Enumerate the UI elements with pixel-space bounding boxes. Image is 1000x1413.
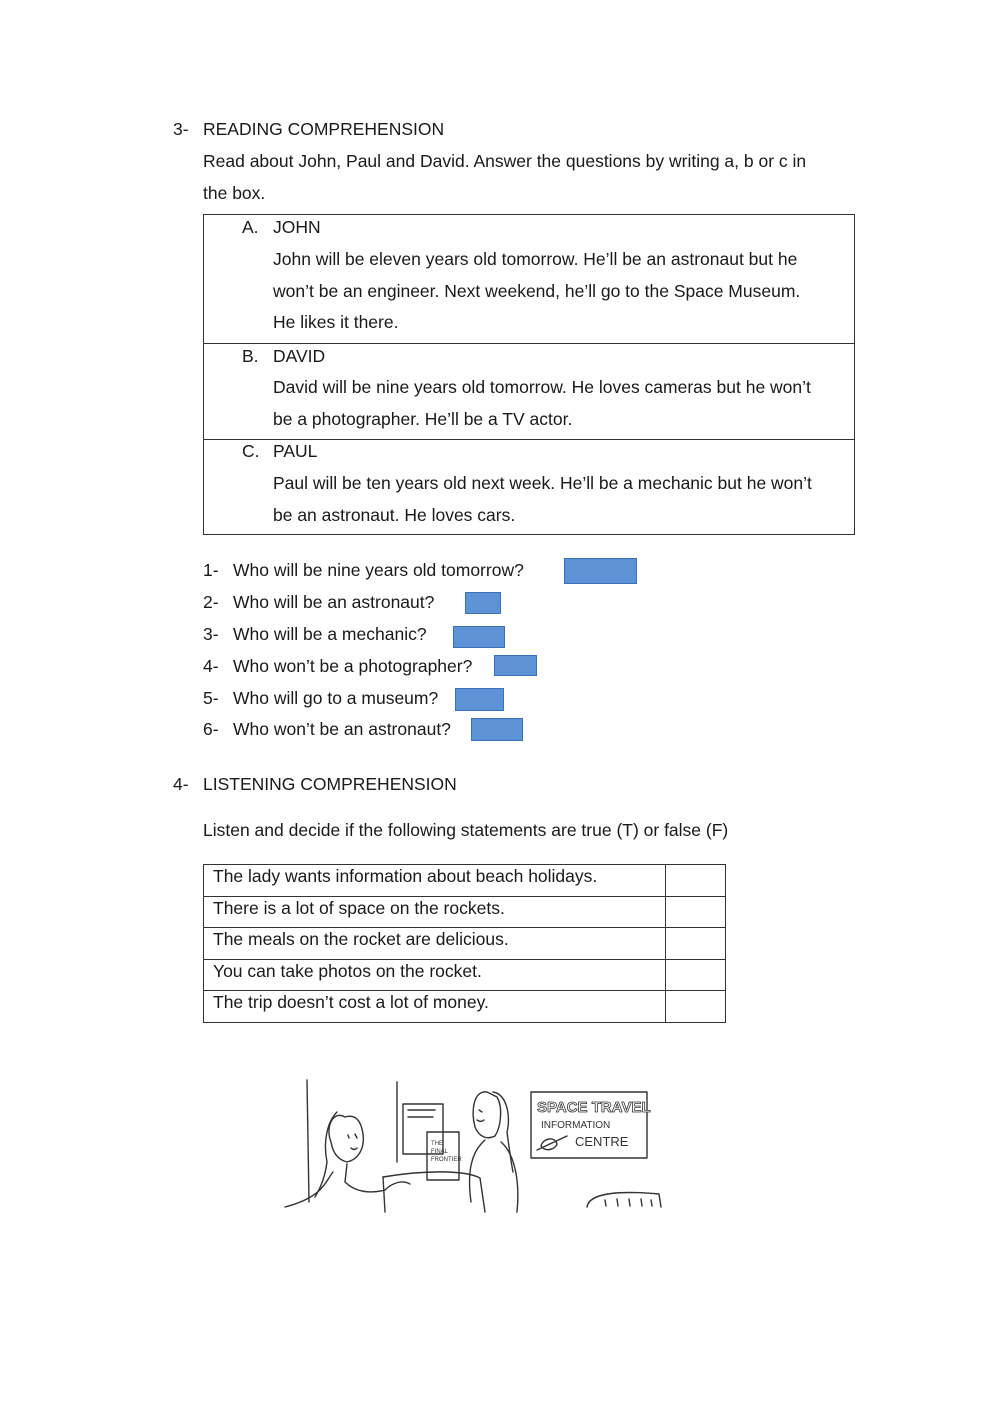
passage-text-line: He likes it there. xyxy=(273,312,399,332)
passage-letter: B. xyxy=(242,346,259,366)
reading-instruction-line2: the box. xyxy=(203,183,266,203)
question-number: 1- xyxy=(203,560,219,580)
wall-line xyxy=(307,1080,309,1202)
true-false-table xyxy=(203,864,726,1023)
reading-passages-table xyxy=(203,214,855,535)
passage-text-line: Paul will be ten years old next week. He’ll be a mechanic but he won’t xyxy=(273,473,812,493)
answer-box[interactable] xyxy=(494,655,537,676)
statement-text: The meals on the rocket are delicious. xyxy=(204,928,666,960)
customer-woman xyxy=(470,1092,518,1212)
planet-icon xyxy=(537,1136,567,1150)
answer-box[interactable] xyxy=(465,592,501,614)
table-row xyxy=(204,959,726,991)
chair xyxy=(587,1193,661,1207)
answer-box[interactable] xyxy=(564,558,637,584)
passage-text-line: be an astronaut. He loves cars. xyxy=(273,505,516,525)
listening-instruction: Listen and decide if the following statements are true (T) or false (F) xyxy=(203,820,729,840)
section-4-number: 4- xyxy=(173,774,189,794)
agent-woman xyxy=(285,1112,410,1207)
poster-text: FINAL xyxy=(431,1149,449,1155)
sign-line: CENTRE xyxy=(575,1134,629,1149)
statement-text: You can take photos on the rocket. xyxy=(204,959,666,991)
question-text: Who won’t be an astronaut? xyxy=(233,719,451,739)
passage-name: PAUL xyxy=(273,441,318,461)
question-text: Who will be an astronaut? xyxy=(233,592,435,612)
passage-name: DAVID xyxy=(273,346,326,366)
section-3-heading: READING COMPREHENSION xyxy=(203,119,445,139)
question-number: 3- xyxy=(203,624,219,644)
statement-text: There is a lot of space on the rockets. xyxy=(204,896,666,928)
question-number: 6- xyxy=(203,719,219,739)
answer-cell[interactable] xyxy=(666,959,726,991)
counter xyxy=(383,1177,385,1212)
passage-paul xyxy=(204,440,854,534)
reading-instruction-line1: Read about John, Paul and David. Answer the questions by writing a, b or c in xyxy=(203,151,807,171)
question-text: Who will be nine years old tomorrow? xyxy=(233,560,524,580)
answer-cell[interactable] xyxy=(666,928,726,960)
answer-cell[interactable] xyxy=(666,865,726,897)
passage-david xyxy=(204,344,854,440)
table-row xyxy=(204,928,726,960)
passage-text-line: John will be eleven years old tomorrow. He’ll be an astronaut but he xyxy=(273,249,798,269)
sign-title: SPACE TRAVEL xyxy=(537,1099,651,1116)
statement-text: The lady wants information about beach holidays. xyxy=(204,865,666,897)
poster-text: FRONTIER xyxy=(431,1157,462,1163)
question-number: 4- xyxy=(203,656,219,676)
table-row xyxy=(204,896,726,928)
question-text: Who will go to a museum? xyxy=(233,688,439,708)
passage-text-line: won’t be an engineer. Next weekend, he’ll go to the Space Museum. xyxy=(273,281,801,301)
chair-detail xyxy=(605,1199,652,1206)
question-text: Who won’t be a photographer? xyxy=(233,656,473,676)
sign-line: INFORMATION xyxy=(541,1120,611,1131)
statement-text: The trip doesn’t cost a lot of money. xyxy=(204,991,666,1023)
passage-john xyxy=(204,215,854,344)
answer-cell[interactable] xyxy=(666,896,726,928)
passage-text-line: be a photographer. He’ll be a TV actor. xyxy=(273,409,573,429)
poster-text: THE xyxy=(431,1141,443,1147)
passage-text-line: David will be nine years old tomorrow. He loves cameras but he won’t xyxy=(273,377,811,397)
answer-box[interactable] xyxy=(471,718,523,741)
passage-letter: A. xyxy=(242,217,259,237)
travel-agency-illustration xyxy=(275,1072,670,1242)
table-row xyxy=(204,991,726,1023)
section-4-heading: LISTENING COMPREHENSION xyxy=(203,774,457,794)
passage-letter: C. xyxy=(242,441,260,461)
question-text: Who will be a mechanic? xyxy=(233,624,427,644)
section-3-number: 3- xyxy=(173,119,189,139)
answer-box[interactable] xyxy=(455,688,504,711)
wall-poster-lines xyxy=(408,1110,435,1117)
answer-cell[interactable] xyxy=(666,991,726,1023)
answer-box[interactable] xyxy=(453,626,505,648)
table-row xyxy=(204,865,726,897)
passage-name: JOHN xyxy=(273,217,321,237)
question-number: 2- xyxy=(203,592,219,612)
question-number: 5- xyxy=(203,688,219,708)
